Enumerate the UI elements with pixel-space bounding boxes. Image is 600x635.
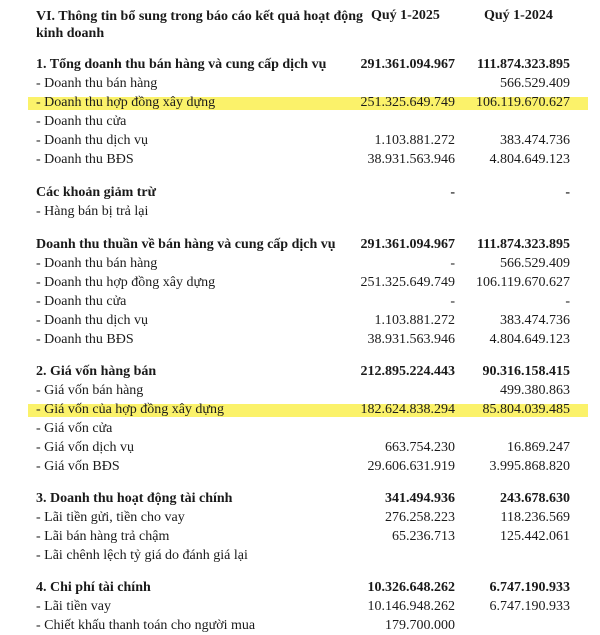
row-label: - Doanh thu cửa	[36, 114, 127, 129]
value-q1-2025: 10.326.648.262	[367, 580, 455, 595]
table-row	[0, 273, 600, 292]
row-label: - Lãi bán hàng trả chậm	[36, 529, 170, 544]
table-row	[0, 362, 600, 381]
row-label: - Doanh thu BĐS	[36, 332, 134, 347]
value-q1-2024: 566.529.409	[500, 76, 570, 91]
row-label: - Chiết khấu thanh toán cho người mua	[36, 618, 256, 633]
value-q1-2024: 6.747.190.933	[489, 580, 570, 595]
value-q1-2025: 1.103.881.272	[374, 313, 455, 328]
row-label: 4. Chi phí tài chính	[36, 580, 151, 595]
value-q1-2025: 276.258.223	[385, 510, 455, 525]
table-row	[0, 616, 600, 635]
table-row	[0, 546, 600, 565]
value-q1-2025: 38.931.563.946	[367, 152, 455, 167]
value-q1-2024: -	[565, 185, 570, 200]
row-label: - Lãi tiền vay	[36, 599, 112, 614]
table-row	[0, 311, 600, 330]
row-label: - Giá vốn dịch vụ	[36, 440, 134, 455]
row-label: - Hàng bán bị trả lại	[36, 204, 149, 219]
row-label: - Giá vốn cửa	[36, 421, 113, 436]
value-q1-2024: 3.995.868.820	[489, 459, 570, 474]
table-row	[0, 183, 600, 202]
table-row	[0, 112, 600, 131]
value-q1-2025: 212.895.224.443	[360, 364, 455, 379]
value-q1-2025: -	[450, 185, 455, 200]
row-label: 1. Tổng doanh thu bán hàng và cung cấp dịch vụ	[36, 57, 327, 72]
row-label: - Doanh thu bán hàng	[36, 76, 158, 91]
table-row	[0, 330, 600, 349]
table-row	[0, 527, 600, 546]
table-row	[0, 93, 600, 112]
value-q1-2025: -	[450, 256, 455, 271]
row-label: - Lãi tiền gửi, tiền cho vay	[36, 510, 185, 525]
row-label: - Doanh thu dịch vụ	[36, 313, 148, 328]
value-q1-2024: 243.678.630	[500, 491, 570, 506]
row-label: Các khoản giảm trừ	[36, 185, 157, 200]
table-row	[0, 381, 600, 400]
row-label: 3. Doanh thu hoạt động tài chính	[36, 491, 233, 506]
value-q1-2024: 106.119.670.627	[476, 95, 570, 110]
value-q1-2024: 106.119.670.627	[476, 275, 570, 290]
value-q1-2024: 111.874.323.895	[477, 237, 570, 252]
row-label: - Doanh thu dịch vụ	[36, 133, 148, 148]
table-row	[0, 578, 600, 597]
row-label: - Doanh thu BĐS	[36, 152, 134, 167]
value-q1-2025: 29.606.631.919	[367, 459, 455, 474]
column-header-q1-2025: Quý 1-2025	[371, 8, 440, 23]
value-q1-2025: 182.624.838.294	[360, 402, 455, 417]
table-row	[0, 457, 600, 476]
value-q1-2024: 4.804.649.123	[489, 152, 570, 167]
value-q1-2024: 383.474.736	[500, 313, 570, 328]
value-q1-2024: 111.874.323.895	[477, 57, 570, 72]
value-q1-2024: 118.236.569	[500, 510, 570, 525]
row-label: - Doanh thu hợp đồng xây dựng	[36, 275, 216, 290]
table-row	[0, 150, 600, 169]
value-q1-2025: 251.325.649.749	[360, 95, 455, 110]
table-row	[0, 489, 600, 508]
table-row	[0, 74, 600, 93]
table-row	[0, 131, 600, 150]
value-q1-2024: 383.474.736	[500, 133, 570, 148]
table-row	[0, 508, 600, 527]
value-q1-2025: 179.700.000	[385, 618, 455, 633]
table-row	[0, 254, 600, 273]
value-q1-2024: 6.747.190.933	[489, 599, 570, 614]
column-header-q1-2024: Quý 1-2024	[484, 8, 553, 23]
table-row	[0, 55, 600, 74]
value-q1-2024: 4.804.649.123	[489, 332, 570, 347]
value-q1-2024: 90.316.158.415	[482, 364, 570, 379]
table-row	[0, 235, 600, 254]
table-row	[0, 400, 600, 419]
value-q1-2025: 38.931.563.946	[367, 332, 455, 347]
value-q1-2025: 251.325.649.749	[360, 275, 455, 290]
value-q1-2025: 291.361.094.967	[360, 237, 455, 252]
section-title: VI. Thông tin bổ sung trong báo cáo kết quả hoạt động kinh doanh	[36, 9, 364, 41]
value-q1-2025: 341.494.936	[385, 491, 455, 506]
value-q1-2025: 10.146.948.262	[367, 599, 455, 614]
row-label: 2. Giá vốn hàng bán	[36, 364, 157, 379]
table-row	[0, 202, 600, 221]
row-label: - Doanh thu bán hàng	[36, 256, 158, 271]
value-q1-2024: -	[565, 294, 570, 309]
value-q1-2025: -	[450, 294, 455, 309]
table-row	[0, 292, 600, 311]
row-label: - Giá vốn BĐS	[36, 459, 120, 474]
value-q1-2024: 499.380.863	[500, 383, 570, 398]
value-q1-2024: 85.804.039.485	[482, 402, 570, 417]
value-q1-2025: 291.361.094.967	[360, 57, 455, 72]
table-row	[0, 438, 600, 457]
value-q1-2024: 125.442.061	[500, 529, 570, 544]
value-q1-2025: 1.103.881.272	[374, 133, 455, 148]
row-label: Doanh thu thuần về bán hàng và cung cấp dịch vụ	[36, 237, 336, 252]
value-q1-2025: 65.236.713	[392, 529, 455, 544]
value-q1-2024: 566.529.409	[500, 256, 570, 271]
row-label: - Giá vốn bán hàng	[36, 383, 144, 398]
row-label: - Doanh thu hợp đồng xây dựng	[36, 95, 216, 110]
row-label: - Lãi chênh lệch tỷ giá do đánh giá lại	[36, 548, 248, 563]
table-row	[0, 419, 600, 438]
row-label: - Giá vốn của hợp đồng xây dựng	[36, 402, 225, 417]
value-q1-2025: 663.754.230	[385, 440, 455, 455]
row-label: - Doanh thu cửa	[36, 294, 127, 309]
value-q1-2024: 16.869.247	[507, 440, 570, 455]
